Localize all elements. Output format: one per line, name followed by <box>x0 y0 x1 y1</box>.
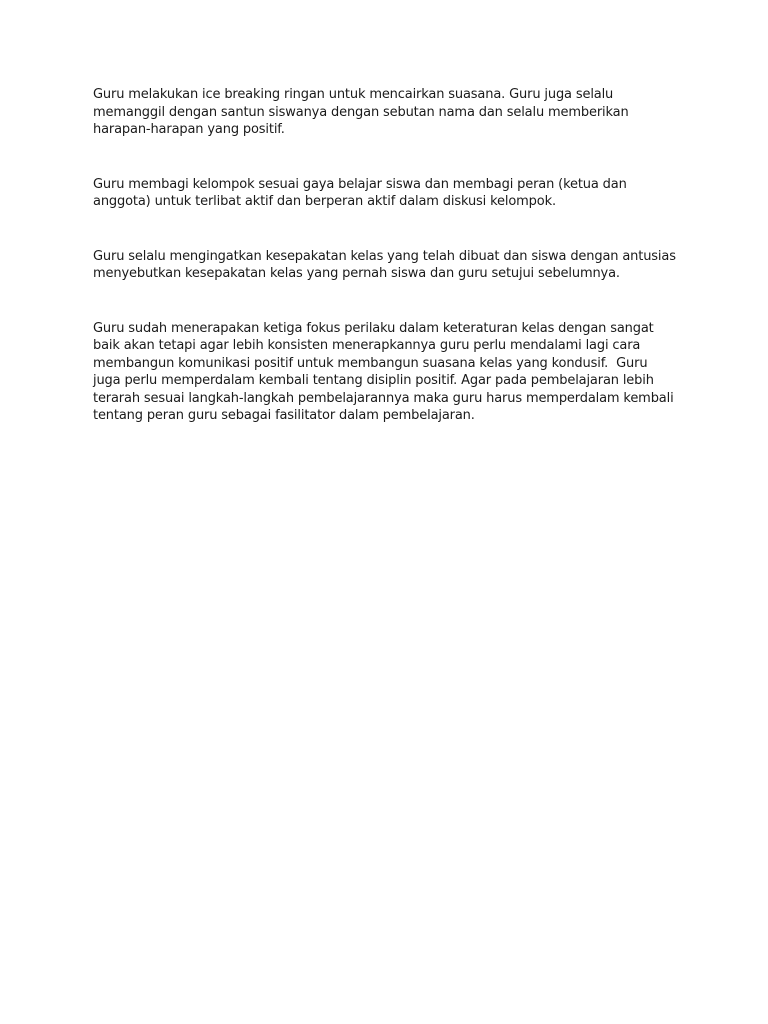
paragraph-2: Guru membagi kelompok sesuai gaya belajar siswa dan membagi peran (ketua dan anggota) untuk terlibat aktif dan berperan aktif dalam diskusi kelompok. <box>93 176 631 209</box>
paragraph-4: Guru sudah menerapakan ketiga fokus perilaku dalam keteraturan kelas dengan sangat baik akan tetapi agar lebih konsisten menerapkannya guru perlu mendalami lagi cara membangun komunikasi positif untuk membangun suasana kelas yang kondusif. Guru juga perlu memperdalam kembali tentang disiplin positif. Agar pada pembelajaran lebih terarah sesuai langkah-langkah pembelajarannya maka guru harus memperdalam kembali tentang peran guru sebagai fasilitator dalam pembelajaran. <box>93 320 678 423</box>
paragraph-3: Guru selalu mengingatkan kesepakatan kelas yang telah dibuat dan siswa dengan antusias menyebutkan kesepakatan kelas yang pernah siswa dan guru setujui sebelumnya. <box>93 248 680 281</box>
paragraph-1: Guru melakukan ice breaking ringan untuk mencairkan suasana. Guru juga selalu memanggil dengan santun siswanya dengan sebutan nama dan selalu memberikan harapan-harapan yang positif. <box>93 87 633 137</box>
